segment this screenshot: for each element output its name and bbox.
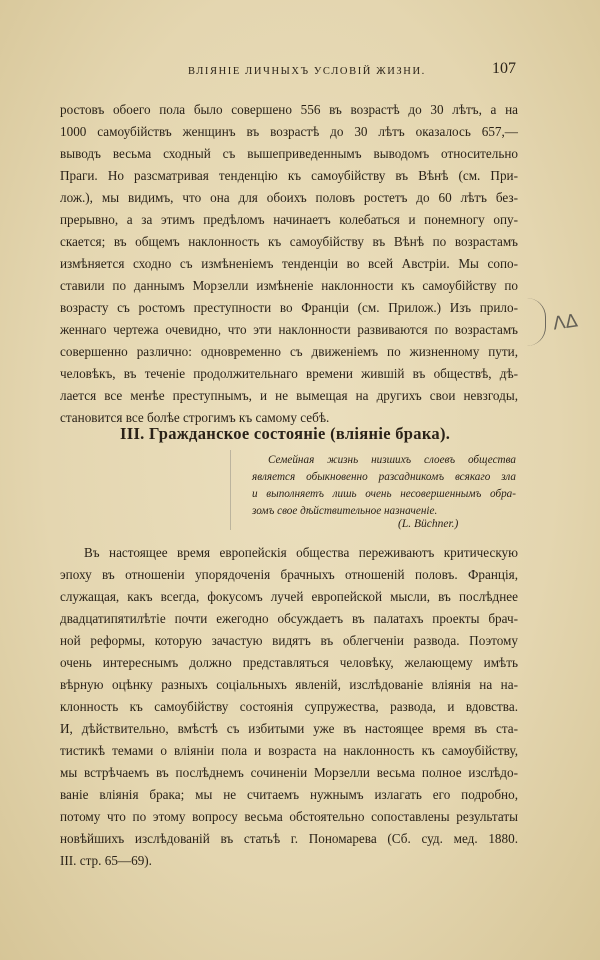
running-title: ВЛІЯНІЕ ЛИЧНЫХЪ УСЛОВІЙ ЖИЗНИ. — [188, 66, 426, 77]
margin-bracket-mark — [527, 298, 546, 346]
text-line: выводъ весьма сходный съ вышеприведеннымъ выводомъ относительно — [60, 146, 518, 161]
text-line: вѣрную оцѣнку разныхъ соціальныхъ явленій, изслѣдованіе вліянія на на- — [60, 677, 518, 692]
text-line: совершенно различно: одновременно съ движеніемъ по жизненному пути, — [60, 344, 518, 359]
text-line: ваніе вліянія брака; мы не считаемъ нужнымъ излагать его подробно, — [60, 787, 518, 802]
text-line: служащая, какъ всегда, фокусомъ лучей европейской мысли, въ послѣднее — [60, 589, 518, 604]
text-line: ной реформы, которую зачастую видятъ въ облегченіи развода. Поэтому — [60, 633, 518, 648]
paragraph-2 — [60, 542, 518, 872]
pencil-line-mark — [230, 450, 231, 530]
text-line: скается; въ общемъ наклонность къ самоубійству въ Вѣнѣ по возрастамъ — [60, 234, 518, 249]
text-line: 1000 самоубійствъ женщинъ въ возрастѣ до 30 лѣтъ оказалось 657,— — [60, 124, 518, 139]
section-heading: III. Гражданское состояніе (вліяніе брака). — [120, 424, 451, 443]
text-line: И, дѣйствительно, вмѣстѣ съ избитыми уже въ настоящее время въ ста- — [60, 721, 518, 736]
text-line: человѣкъ, въ теченіе продолжительнаго времени жившій въ обществѣ, дѣ- — [60, 366, 518, 381]
text-line: потому что по этому вопросу весьма обстоятельно сопоставлены результаты — [60, 809, 518, 824]
epigraph-line: Семейная жизнь низшихъ слоевъ общества — [268, 454, 516, 466]
handwritten-margin-note: ΛΔ — [551, 310, 579, 335]
text-line: Въ настоящее время европейскія общества переживаютъ критическую — [84, 545, 518, 560]
text-line: женнаго чертежа очевидно, что эти наклонности развиваются по возрастамъ — [60, 322, 518, 337]
epigraph-line: является обыкновенно разсадникомъ всякаго зла — [252, 471, 516, 483]
epigraph-line: и выполняетъ лишь очень несовершеннымъ обра- — [252, 488, 516, 500]
text-line: III. стр. 65—69). — [60, 853, 152, 868]
text-line: очень интереснымъ должно представляться человѣку, желающему имѣть — [60, 655, 518, 670]
text-line: двадцатипятилѣтіе почти ежегодно обсуждаетъ въ палатахъ проекты брач- — [60, 611, 518, 626]
text-line: мы встрѣчаемъ въ послѣднемъ сочиненіи Морзелли весьма полное изслѣдо- — [60, 765, 518, 780]
paragraph-1 — [60, 99, 518, 429]
text-line: Праги. Но разсматривая тенденцію къ самоубійству въ Вѣнѣ (см. При- — [60, 168, 518, 183]
page-number: 107 — [492, 60, 516, 77]
text-line: лож.), мы видимъ, что она для обоихъ половъ ростетъ до 60 лѣтъ без- — [60, 190, 518, 205]
epigraph-attribution: (L. Büchner.) — [398, 518, 459, 530]
text-line: клонность къ самоубійству состоянія супружества, развода, и вдовства. — [60, 699, 518, 714]
text-line: становится все болѣе строгимъ къ самому себѣ. — [60, 410, 330, 425]
text-line: прерывно, а за этимъ предѣломъ начинаетъ колебаться и понемногу опу- — [60, 212, 518, 227]
text-line: лается все менѣе преступнымъ, и не вымещая на другихъ свои невзгоды, — [60, 388, 518, 403]
epigraph — [252, 452, 516, 520]
epigraph-line: зомъ свое дѣйствительное назначеніе. — [252, 505, 438, 517]
text-line: ставили по даннымъ Морзелли измѣненіе наклонности къ самоубійству по — [60, 278, 518, 293]
text-line: возрасту съ ростомъ преступности во Франціи (см. Прилож.) Изъ прило- — [60, 300, 518, 315]
text-line: тистикѣ темами о вліяніи пола и возраста на наклонность къ самоубійству, — [60, 743, 518, 758]
text-line: новѣйшихъ изслѣдованій въ статьѣ г. Пономарева (Сб. суд. мед. 1880. — [60, 831, 518, 846]
text-line: эпоху въ отношеніи упорядоченія брачныхъ отношеній половъ. Франція, — [60, 567, 518, 582]
text-line: измѣняется сходно съ измѣненіемъ тенденціи во всей Австріи. Мы сопо- — [60, 256, 518, 271]
text-line: ростовъ обоего пола было совершено 556 въ возрастѣ до 30 лѣтъ, а на — [60, 102, 518, 117]
